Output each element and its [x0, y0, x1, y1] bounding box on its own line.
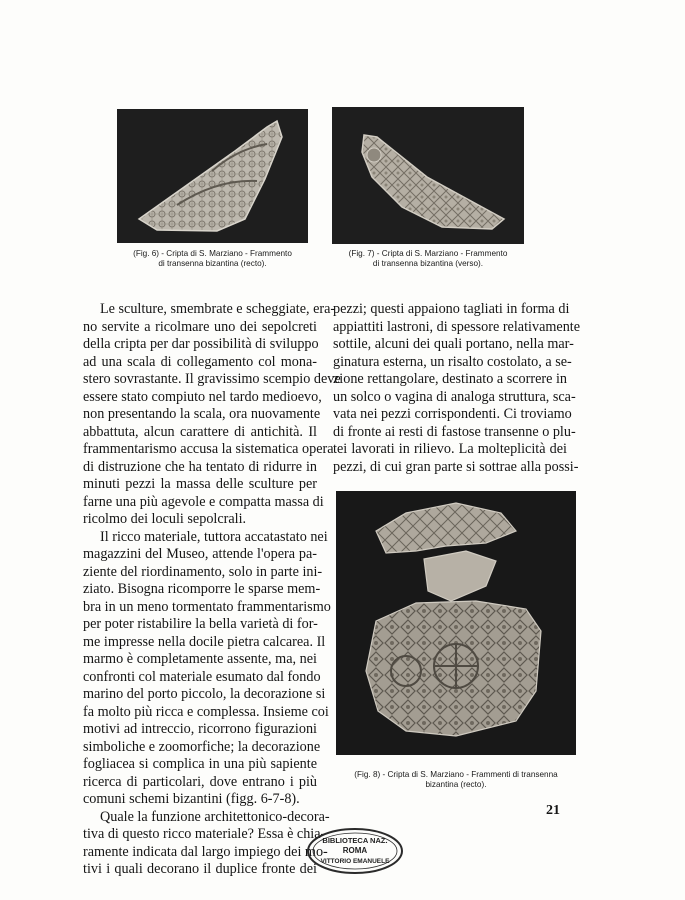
- text-line: pezzi; questi appaiono tagliati in forma di: [333, 301, 570, 317]
- text-line: confronti col materiale esumato dal fondo: [83, 668, 321, 685]
- text-line: me impresse nella docile pietra calcarea. Il: [83, 633, 326, 650]
- figure-7-caption-line2: di transenna bizantina (verso).: [372, 259, 484, 268]
- text-line: ricolmo dei loculi sepolcrali.: [83, 511, 247, 527]
- text-line: marino del porto piccolo, la decorazione si: [83, 686, 326, 702]
- figure-7-photo: [332, 107, 524, 244]
- text-line: Il ricco materiale, tuttora accatastato nei: [100, 528, 328, 545]
- figure-6-photo: [117, 109, 308, 243]
- text-line: non presentando la scala, ora nuovamente: [83, 406, 321, 422]
- text-line: tiva di questo ricco materiale? Essa è chia-: [83, 826, 326, 842]
- page-number: 21: [546, 803, 560, 818]
- text-line: farne una più agevole e compatta massa di: [83, 493, 324, 510]
- text-line: marmo è completamente assente, ma, nei: [83, 651, 317, 667]
- text-line: essere stato compiuto nel tardo medioevo,: [83, 388, 322, 405]
- figure-8-caption: [334, 770, 578, 790]
- text-line: ziato. Bisogna ricomporre le sparse mem-: [83, 581, 321, 597]
- text-line: fa molto più ricca e complessa. Insieme coi: [83, 703, 329, 720]
- text-line: per poter ristabilire la bella varietà di for-: [83, 616, 318, 632]
- right-text-column: [333, 301, 581, 476]
- text-line: ginatura esterna, un risalto costolato, a se-: [333, 353, 572, 370]
- text-line: comuni schemi bizantini (figg. 6-7-8).: [83, 791, 300, 807]
- text-line: della cripta per dar possibilità di sviluppo: [83, 336, 319, 352]
- text-line: ramente indicata dal largo impiego dei mo-: [83, 843, 328, 860]
- text-line: no servite a ricolmare uno dei sepolcreti: [83, 318, 317, 335]
- text-line: stero sovrastante. Il gravissimo scempio deve: [83, 371, 341, 387]
- text-line: bra in un meno tormentato frammentarismo: [83, 598, 331, 615]
- text-line: vata nei pezzi corrispondenti. Ci troviamo: [333, 406, 572, 422]
- text-line: ricerca di particolari, dove entrano i più: [83, 773, 317, 790]
- text-line: ziente del riordinamento, solo in parte ini-: [83, 563, 323, 580]
- figure-6-caption-line2: di transenna bizantina (recto).: [158, 259, 267, 268]
- text-line: pezzi, di cui gran parte si sottrae alla possi-: [333, 458, 579, 475]
- text-line: frammentarismo accusa la sistematica opera: [83, 441, 334, 457]
- text-line: zione rettangolare, destinato a scorrere in: [333, 371, 567, 387]
- text-line: Quale la funzione architettonico-decora-: [100, 808, 330, 825]
- text-line: tivi i quali decorano il duplice fronte dei: [83, 861, 317, 877]
- text-line: simboliche e zoomorfiche; la decorazione: [83, 738, 321, 755]
- transenna-fragments-8-illustration: [336, 491, 576, 755]
- text-line: tei lavorati in rilievo. La molteplicità dei: [333, 441, 567, 457]
- svg-text:ROMA: ROMA: [342, 846, 368, 855]
- text-line: sottile, alcuni dei quali portano, nella mar-: [333, 336, 574, 352]
- figure-8-photo: [336, 491, 576, 755]
- figure-8-caption-line2: bizantina (recto).: [425, 780, 487, 789]
- text-line: ad una scala di collegamento col mona-: [83, 353, 317, 370]
- text-line: motivi ad intreccio, ricorrono figurazioni: [83, 721, 317, 737]
- svg-text:BIBLIOTECA NAZ.: BIBLIOTECA NAZ.: [322, 836, 388, 845]
- figure-7-caption: [328, 249, 528, 269]
- transenna-fragment-6-illustration: [117, 109, 308, 243]
- figure-6-caption-line1: (Fig. 6) - Cripta di S. Marziano - Frammento: [133, 249, 292, 258]
- text-line: Le sculture, smembrate e scheggiate, era-: [100, 301, 336, 317]
- transenna-fragment-7-illustration: [332, 107, 524, 244]
- text-line: un solco o vagina di analoga struttura, sca-: [333, 388, 576, 405]
- text-line: magazzini del Museo, attende l'opera pa-: [83, 546, 317, 562]
- library-stamp: [305, 826, 405, 876]
- text-line: appiattiti lastroni, di spessore relativamente: [333, 318, 581, 335]
- figure-7-caption-line1: (Fig. 7) - Cripta di S. Marziano - Frammento: [348, 249, 508, 258]
- figure-6-caption: [110, 249, 315, 269]
- left-text-column: [83, 301, 341, 879]
- text-line: di fronte ai resti di fastose transenne o plu-: [333, 423, 576, 440]
- text-line: abbattuta, alcun carattere di antichità. Il: [83, 423, 317, 440]
- svg-text:VITTORIO EMANUELE: VITTORIO EMANUELE: [320, 858, 390, 865]
- text-line: minuti pezzi la massa delle sculture per: [83, 476, 317, 492]
- text-line: fogliacea si complica in una più sapiente: [83, 756, 317, 772]
- text-line: di distruzione che ha tentato di ridurre in: [83, 458, 317, 475]
- figure-8-caption-line1: (Fig. 8) - Cripta di S. Marziano - Frammenti di transenna: [354, 770, 558, 779]
